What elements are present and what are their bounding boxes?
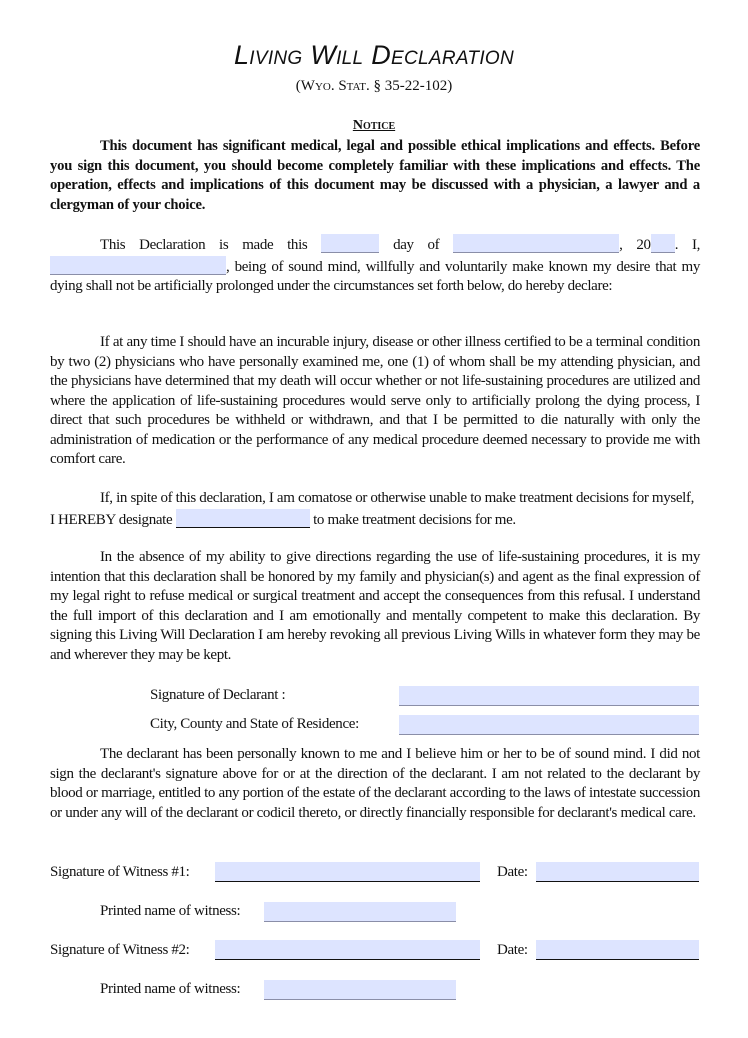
terminal-condition-text: If at any time I should have an incurable injury, disease or other illness certified to be a terminal condition by two (2) physicians who have personally examined me, one (1) of whom shall be my attending physician, and the physicians have determined that my death will occur whether or not life-sustaining procedures are utilized and where the application of life-sustaining procedures would serve only to artificially prolong the dying process, I direct that such procedures be withheld or withdrawn, and that I be permitted to die naturally with only the administration of medication or the performance of any medical procedure deemed necessary to provide me with comfort care. — [50, 334, 700, 467]
declarant-signature-label: Signature of Declarant : — [150, 687, 286, 703]
declarant-name-field[interactable] — [50, 256, 226, 275]
declarant-signature-field[interactable] — [399, 686, 699, 706]
designate-text-before: If, in spite of this declaration, I am comatose or otherwise unable to make treatment decisions for myself, I HEREBY designate — [50, 490, 695, 528]
witness2-signature-label: Signature of Witness #2: — [50, 942, 190, 958]
witness2-date-field[interactable] — [536, 940, 699, 960]
declaration-text-3: , 20 — [619, 237, 651, 253]
witness1-signature-label: Signature of Witness #1: — [50, 864, 190, 880]
witness1-date-label: Date: — [497, 864, 528, 880]
declaration-text-4: . I, — [674, 237, 700, 253]
year-field[interactable] — [651, 234, 675, 253]
witness1-date-field[interactable] — [536, 862, 699, 882]
absence-text: In the absence of my ability to give directions regarding the use of life-sustaining procedures, it is my intention that this declaration shall be honored by my family and physician(s) and agent as the final expression of my legal right to refuse medical or surgical treatment and accept the consequences from this refusal. I understand the full import of this declaration and I am emotionally and mentally competent to make this declaration. By signing this Living Will Declaration I am hereby revoking all previous Living Wills in whatever form they may be and wherever they may be kept. — [50, 549, 700, 663]
month-field[interactable] — [453, 234, 619, 253]
agent-designate-field[interactable] — [176, 509, 310, 528]
declaration-paragraph — [50, 234, 700, 297]
designate-paragraph — [50, 489, 700, 530]
terminal-condition-paragraph — [50, 333, 700, 470]
notice-text: This document has significant medical, legal and possible ethical implications and effects. Before you sign this document, you should become completely familiar with these implications and effects. The operation, effects and implications of this document may be discussed with a physician, a lawyer and a clergyman of your choice. — [50, 138, 700, 213]
declaration-text-2: day of — [393, 237, 440, 253]
witness-statement-paragraph — [50, 745, 700, 823]
witness1-signature-field[interactable] — [215, 862, 480, 882]
witness1-printed-name-field[interactable] — [264, 902, 456, 922]
witness1-printed-label: Printed name of witness: — [100, 903, 241, 919]
designate-text-after: to make treatment decisions for me. — [313, 511, 516, 528]
declaration-text-1: This Declaration is made this — [100, 237, 308, 253]
residence-field[interactable] — [399, 715, 699, 735]
witness-statement-text: The declarant has been personally known to me and I believe him or her to be of sound mind. I did not sign the declarant's signature above for or at the direction of the declarant. I am not related to the declarant by blood or marriage, entitled to any portion of the estate of the declarant according to the laws of intestate succession or under any will of the declarant or codicil thereto, or directly financially responsible for declarant's medical care. — [50, 746, 700, 821]
day-field[interactable] — [321, 234, 379, 253]
notice-paragraph — [50, 137, 700, 215]
absence-paragraph — [50, 548, 700, 665]
witness2-date-label: Date: — [497, 942, 528, 958]
witness2-printed-name-field[interactable] — [264, 980, 456, 1000]
statute-citation: (Wyo. Stat. § 35-22-102) — [295, 78, 453, 94]
document-title: Living Will Declaration — [233, 40, 515, 70]
notice-heading: Notice — [352, 118, 396, 133]
witness2-printed-label: Printed name of witness: — [100, 981, 241, 997]
declaration-text-5: , being of sound mind, willfully and voluntarily make known my desire that my dying shall not be artificially prolonged under the circumstances set forth below, do hereby declare: — [50, 258, 700, 294]
witness2-signature-field[interactable] — [215, 940, 480, 960]
residence-label: City, County and State of Residence: — [150, 716, 359, 732]
